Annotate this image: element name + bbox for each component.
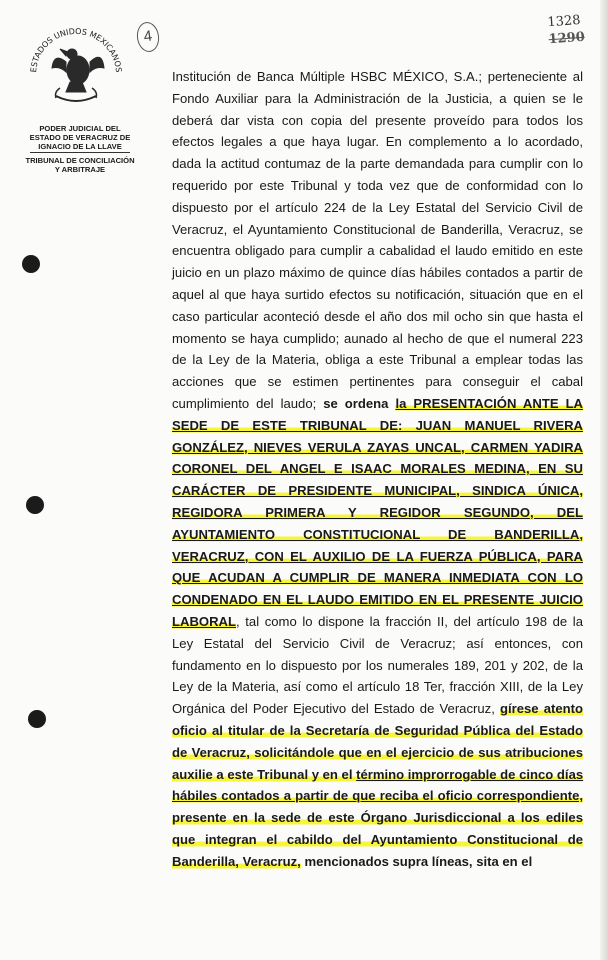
text-segment: la PRESENTACIÓN ANTE LA xyxy=(395,395,584,411)
circled-page-number: 4 xyxy=(135,21,161,54)
text-line xyxy=(172,153,583,175)
text-segment: momento se haya cumplido; aunado al hecho de que el numeral 223 xyxy=(172,330,583,346)
document-body xyxy=(172,66,583,872)
text-line xyxy=(172,611,583,633)
text-segment: caso particular aconteció desde el año dos mil ocho sin que hasta el xyxy=(172,308,583,324)
text-line xyxy=(172,131,583,153)
handwritten-folio xyxy=(547,13,585,47)
text-segment: juicio en un plazo máximo de quince días hábiles contados a partir de xyxy=(172,265,583,281)
binder-hole xyxy=(26,496,44,514)
header-line: ESTADO DE VERACRUZ DE xyxy=(29,133,131,142)
text-segment: término improrrogable de cinco días xyxy=(356,766,584,782)
text-line xyxy=(172,284,583,306)
text-segment: de Veracruz, solicitándole que en el ejercicio de sus atribuciones xyxy=(172,744,583,760)
text-segment: , tal como lo dispone la fracción II, del artículo 198 de la xyxy=(236,613,583,629)
mexican-coat-of-arms-seal xyxy=(26,22,126,114)
text-line xyxy=(172,110,583,132)
text-segment: que integran el cabildo del Ayuntamiento Constitucional de xyxy=(172,831,583,847)
text-segment: CARÁCTER DE PRESIDENTE MUNICIPAL, SINDICA ÚNICA, xyxy=(172,483,583,499)
text-line xyxy=(172,742,583,764)
text-segment: auxilie a este Tribunal y en el xyxy=(172,766,357,782)
text-line xyxy=(172,567,583,589)
text-segment: requerido por este Tribunal y toda vez que de conformidad con lo xyxy=(172,177,583,193)
text-segment: de la Ley de la Materia, obliga a este Tribunal a emplear todas las xyxy=(172,352,583,368)
text-segment: Fondo Auxiliar para la Administración de la Justicia, a quien se le xyxy=(172,90,583,106)
text-segment: Veracruz, el Ayuntamiento Constitucional de Banderilla, Veracruz, se xyxy=(172,221,583,237)
text-segment: LABORAL xyxy=(172,613,237,629)
text-segment: presente en la sede de este Órgano Jurisdiccional a los ediles xyxy=(172,810,583,826)
text-segment: hábiles contados a partir de que reciba el oficio correspondiente xyxy=(172,788,580,804)
text-line xyxy=(172,415,583,437)
text-segment: REGIDORA PRIMERA Y REGIDOR SEGUNDO, DEL xyxy=(172,504,583,520)
text-line xyxy=(172,393,583,415)
binder-hole xyxy=(28,710,46,728)
text-segment: Ley Estatal del Servicio Civil de Veracruz; así entonces, con xyxy=(172,635,583,651)
text-line xyxy=(172,764,583,786)
text-line xyxy=(172,807,583,829)
text-line xyxy=(172,262,583,284)
text-segment: VERACRUZ, CON EL AUXILIO DE LA FUERZA PÚBLICA, PARA xyxy=(172,548,583,564)
text-line xyxy=(172,502,583,524)
text-segment: encuentra obligado para cumplir a cabalidad el laudo emitido en este xyxy=(172,243,583,259)
text-line xyxy=(172,197,583,219)
page-edge-shadow xyxy=(600,0,608,960)
text-segment: oficio al titular de la Secretaría de Seguridad Pública del Estado xyxy=(172,722,583,738)
header-line: Y ARBITRAJE xyxy=(54,165,106,174)
text-segment: SEDE DE ESTE TRIBUNAL DE: JUAN MANUEL RIVERA xyxy=(172,417,583,433)
header-line: IGNACIO DE LA LLAVE xyxy=(38,142,122,151)
text-segment: AYUNTAMIENTO CONSTITUCIONAL DE BANDERILLA, xyxy=(172,526,583,542)
text-segment: CORONEL DEL ANGEL E ISAAC MORALES MEDINA, EN SU xyxy=(172,461,583,477)
text-line xyxy=(172,458,583,480)
text-line xyxy=(172,306,583,328)
text-line xyxy=(172,655,583,677)
text-segment: fundamento en lo dispuesto por los numerales 189, 201 y 202, de la xyxy=(172,657,583,673)
text-line xyxy=(172,546,583,568)
text-line xyxy=(172,676,583,698)
folio-bottom-struck: 1290 xyxy=(548,29,586,48)
binder-hole xyxy=(22,255,40,273)
text-segment: se ordena xyxy=(323,395,389,411)
text-segment: gírese atento xyxy=(499,701,583,717)
text-line xyxy=(172,88,583,110)
text-line xyxy=(172,633,583,655)
text-segment: dispuesto por el artículo 224 de la Ley Estatal del Servicio Civil de xyxy=(172,199,583,215)
text-line xyxy=(172,829,583,851)
text-segment: GONZÁLEZ, NIEVES VERULA ZAYAS UNCAL, CARMEN YADIRA xyxy=(172,439,583,455)
text-segment: Banderilla, Veracruz, xyxy=(172,853,301,869)
seal-text: ESTADOS UNIDOS MEXICANOS xyxy=(28,26,124,73)
text-segment: CONDENADO EN EL LAUDO EMITIDO EN EL PRESENTE JUICIO xyxy=(172,592,583,608)
text-line xyxy=(172,851,583,873)
header-line: TRIBUNAL DE CONCILIACIÓN xyxy=(25,156,135,165)
text-line xyxy=(172,698,583,720)
text-segment: , xyxy=(579,788,583,804)
text-segment: mencionados supra líneas, sita en el xyxy=(300,853,533,869)
text-line xyxy=(172,175,583,197)
text-segment: dada la actitud contumaz de la parte demandada para cumplir con lo xyxy=(172,156,583,172)
text-line xyxy=(172,524,583,546)
header-divider xyxy=(30,152,130,155)
text-segment: Institución de Banca Múltiple HSBC MÉXICO, S.A.; perteneciente al xyxy=(172,69,583,84)
text-segment: Ley de la Materia, así como el artículo 18 Ter, fracción XIII, de la Ley xyxy=(172,679,583,695)
text-line xyxy=(172,437,583,459)
text-segment: Orgánica del Poder Ejecutivo del Estado de Veracruz, xyxy=(172,701,500,717)
folio-top: 1328 xyxy=(546,12,581,31)
issuing-authority-header xyxy=(16,124,144,174)
header-line: PODER JUDICIAL DEL xyxy=(39,124,121,133)
text-segment: efectos legales a que haya lugar. En complemento a lo acordado, xyxy=(172,134,583,150)
text-segment: QUE ACUDAN A CUMPLIR DE MANERA INMEDIATA CON LO xyxy=(172,570,583,586)
text-line xyxy=(172,240,583,262)
text-line xyxy=(172,720,583,742)
text-line xyxy=(172,589,583,611)
text-segment: aquel al que haya surtido efectos su notificación, situación que en el xyxy=(172,286,583,302)
text-segment: acciones que se estimen pertinentes para conseguir el cabal xyxy=(172,374,583,390)
text-segment: cumplimiento del laudo; xyxy=(172,395,324,411)
text-segment: deberá dar vista con copia del presente proveído para todos los xyxy=(172,112,583,128)
text-line xyxy=(172,219,583,241)
text-line xyxy=(172,66,583,88)
text-line xyxy=(172,371,583,393)
text-line xyxy=(172,785,583,807)
text-line xyxy=(172,328,583,350)
text-line xyxy=(172,349,583,371)
text-line xyxy=(172,480,583,502)
